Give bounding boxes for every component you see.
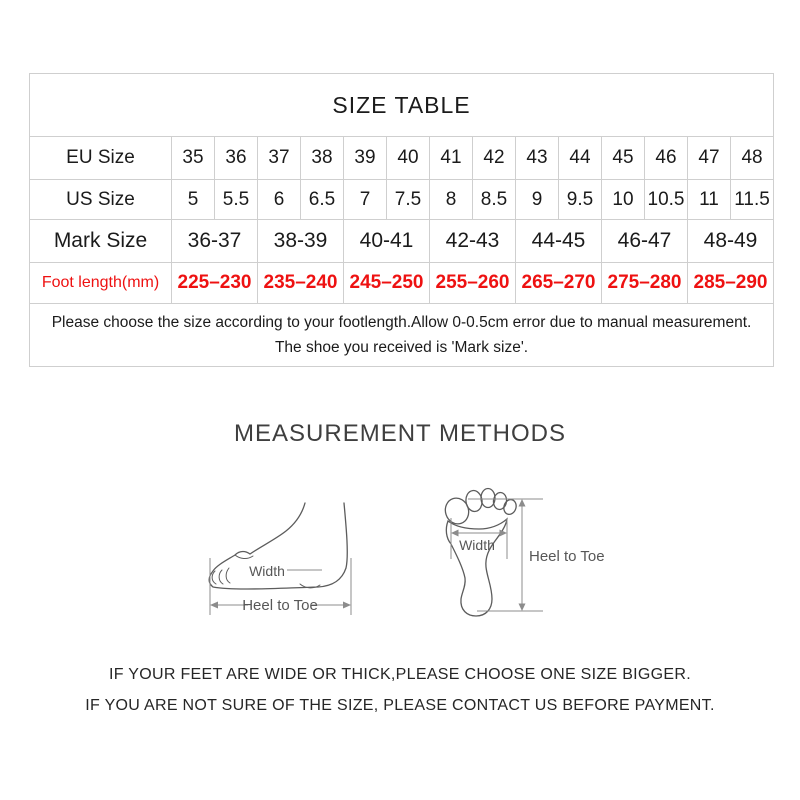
foot-length-cell: 235–240 [258, 263, 344, 304]
eu-size-cell: 37 [258, 137, 301, 180]
foot-length-cell: 255–260 [430, 263, 516, 304]
measurement-methods-title: MEASUREMENT METHODS [234, 420, 566, 447]
us-size-cell: 7.5 [387, 180, 430, 220]
foot-length-cell: 275–280 [602, 263, 688, 304]
size-note [30, 304, 774, 367]
us-size-cell: 5.5 [215, 180, 258, 220]
us-size-cell: 8 [430, 180, 473, 220]
table-title-row [30, 74, 774, 137]
eu-size-cell: 45 [602, 137, 645, 180]
eu-size-cell: 42 [473, 137, 516, 180]
size-note-line2: The shoe you received is 'Mark size'. [274, 339, 529, 356]
footer-advice-line1: IF YOUR FEET ARE WIDE OR THICK,PLEASE CHOOSE ONE SIZE BIGGER. [109, 666, 691, 683]
mark-size-cell: 48-49 [688, 220, 774, 263]
foot-length-row-label: Foot length(mm) [30, 263, 172, 304]
foot-length-cell: 225–230 [172, 263, 258, 304]
side-heel-to-toe-label: Heel to Toe [242, 597, 318, 614]
us-size-cell: 11.5 [731, 180, 774, 220]
mark-size-cell: 40-41 [344, 220, 430, 263]
sole-heel-to-toe-label: Heel to Toe [529, 548, 605, 565]
size-table-title: SIZE TABLE [30, 74, 774, 137]
eu-size-row [30, 137, 774, 180]
foot-length-cell: 265–270 [516, 263, 602, 304]
us-size-cell: 7 [344, 180, 387, 220]
eu-size-cell: 43 [516, 137, 559, 180]
mark-size-cell: 36-37 [172, 220, 258, 263]
foot-length-cell: 245–250 [344, 263, 430, 304]
eu-size-cell: 44 [559, 137, 602, 180]
eu-size-cell: 38 [301, 137, 344, 180]
us-size-row-label: US Size [30, 180, 172, 220]
eu-size-cell: 48 [731, 137, 774, 180]
mark-size-cell: 38-39 [258, 220, 344, 263]
eu-size-cell: 41 [430, 137, 473, 180]
mark-size-row [30, 220, 774, 263]
us-size-cell: 10 [602, 180, 645, 220]
us-size-cell: 10.5 [645, 180, 688, 220]
us-size-cell: 11 [688, 180, 731, 220]
footer-advice-line2: IF YOU ARE NOT SURE OF THE SIZE, PLEASE CONTACT US BEFORE PAYMENT. [85, 697, 715, 714]
foot-length-cell: 285–290 [688, 263, 774, 304]
size-note-line1: Please choose the size according to your footlength.Allow 0-0.5cm error due to manual measurement. [51, 314, 752, 331]
eu-size-row-label: EU Size [30, 137, 172, 180]
eu-size-cell: 47 [688, 137, 731, 180]
us-size-cell: 6 [258, 180, 301, 220]
eu-size-cell: 39 [344, 137, 387, 180]
sole-width-label: Width [459, 537, 495, 553]
note-row [30, 304, 774, 367]
eu-size-cell: 35 [172, 137, 215, 180]
size-table [29, 73, 774, 367]
eu-size-cell: 36 [215, 137, 258, 180]
mark-size-cell: 44-45 [516, 220, 602, 263]
eu-size-cell: 46 [645, 137, 688, 180]
mark-size-row-label: Mark Size [30, 220, 172, 263]
foot-length-row [30, 263, 774, 304]
us-size-cell: 9.5 [559, 180, 602, 220]
us-size-row [30, 180, 774, 220]
us-size-cell: 9 [516, 180, 559, 220]
us-size-cell: 8.5 [473, 180, 516, 220]
us-size-cell: 6.5 [301, 180, 344, 220]
foot-sole-view-diagram [430, 480, 680, 630]
foot-side-view-diagram [190, 470, 370, 622]
mark-size-cell: 46-47 [602, 220, 688, 263]
eu-size-cell: 40 [387, 137, 430, 180]
mark-size-cell: 42-43 [430, 220, 516, 263]
side-width-label: Width [249, 563, 285, 579]
us-size-cell: 5 [172, 180, 215, 220]
